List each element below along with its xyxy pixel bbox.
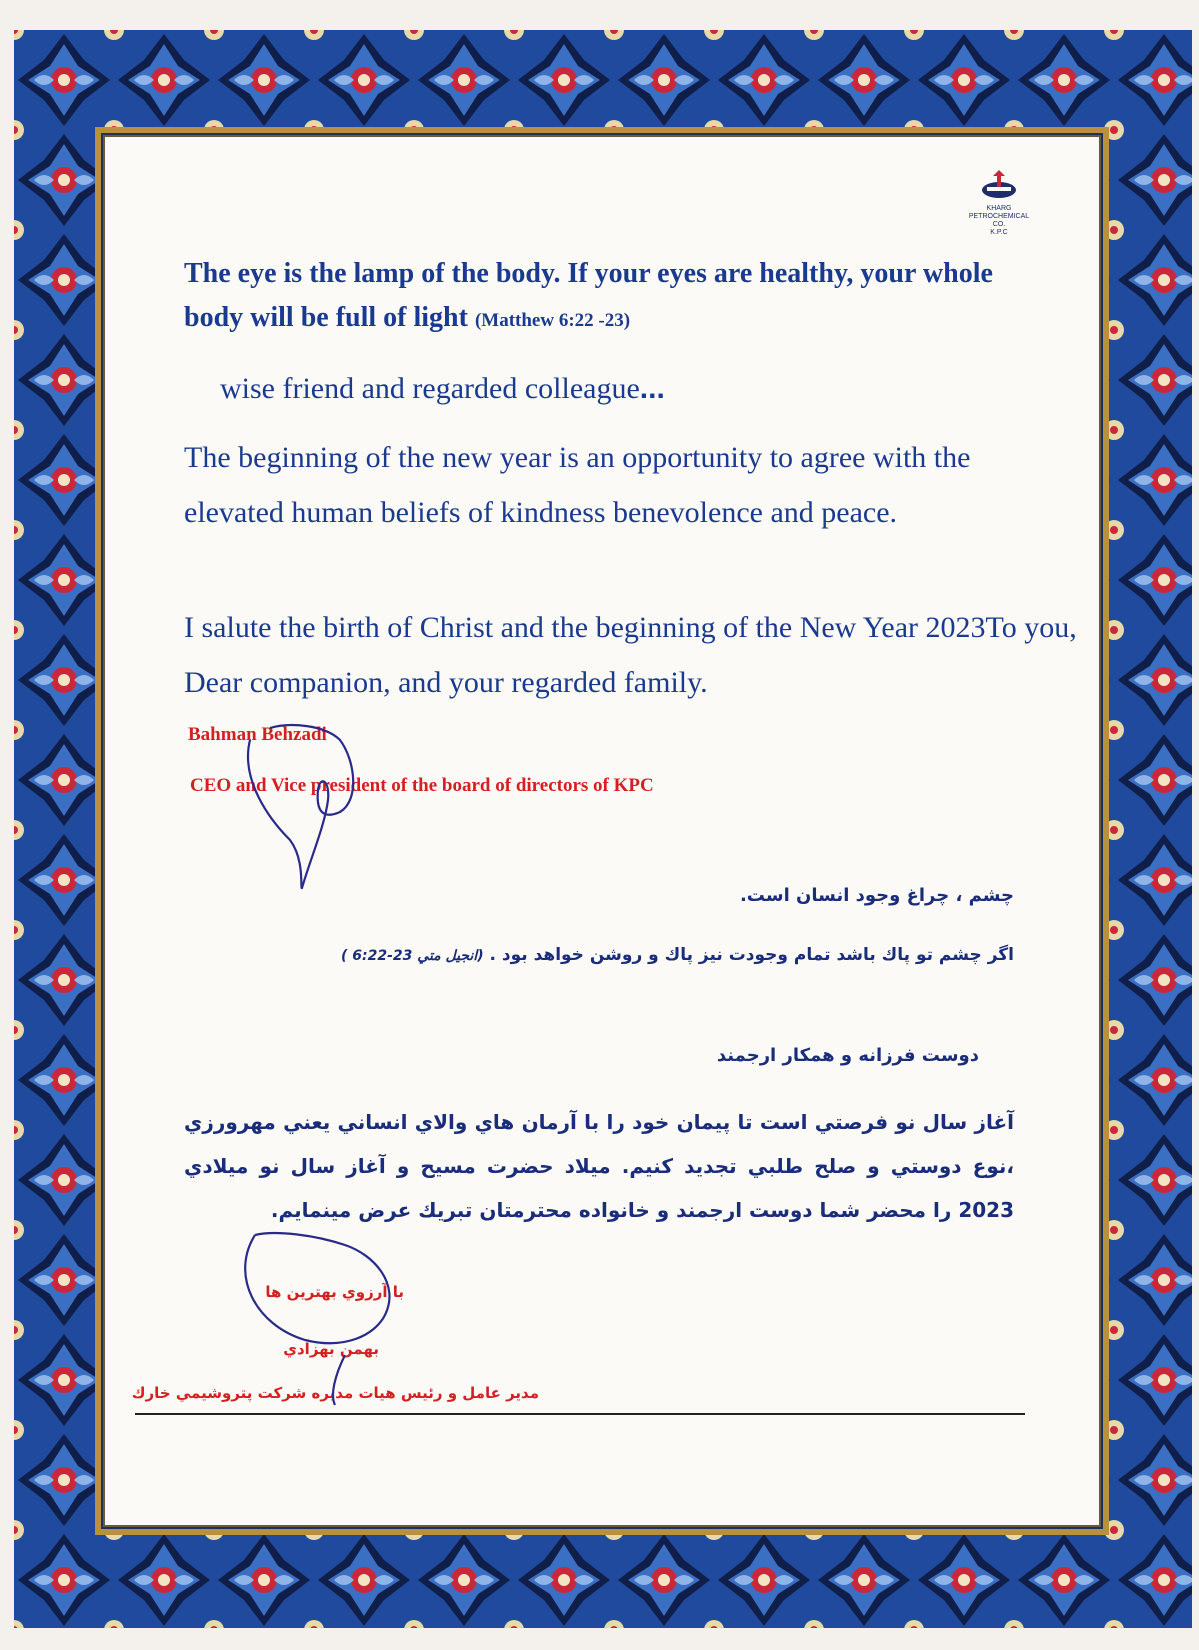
persian-body: آغاز سال نو فرصتي است تا پيمان خود را با آرمان هاي والاي انساني يعني مهرورزي ،نوع دوستي و صلح طلبي تجديد كنيم. ميلاد حضرت مسيح و آغاز سال نو ميلادي 2023 را محضر شما دوست ارجمند و خانواده محترمتان تبريك عرض مينمايم. xyxy=(184,1110,1014,1222)
persian-wish: با آرزوي بهترين ها xyxy=(265,1283,404,1301)
paragraph-salute: I salute the birth of Christ and the beginning of the New Year 2023To you, Dear companion, and your regarded family. xyxy=(184,611,1077,699)
bible-verse xyxy=(184,252,1044,343)
persian-verse-line2-text: اگر چشم تو پاك باشد تمام وجودت نيز پاك و روشن خواهد بود . xyxy=(489,945,1014,965)
persian-title: مدير عامل و رئيس هيات مديره شركت پتروشيمي خارك xyxy=(131,1384,539,1402)
persian-verse-line2 xyxy=(341,945,1014,965)
logo-caption-kpc: K.P.C xyxy=(990,229,1008,236)
letter-page xyxy=(103,135,1101,1527)
verse-text: The eye is the lamp of the body. If your eyes are healthy, your whole body will be full of light xyxy=(184,258,993,333)
greeting-text: wise friend and regarded colleague xyxy=(220,372,640,405)
verse-reference: (Matthew 6:22 -23) xyxy=(474,310,631,331)
persian-greeting: دوست فرزانه و همكار ارجمند xyxy=(716,1045,979,1066)
persian-verse-line1: چشم ، چراغ وجود انسان است. xyxy=(739,885,1014,906)
greeting xyxy=(220,372,665,406)
signatory-name: Bahman Behzadi xyxy=(188,724,327,745)
signatory-title: CEO and Vice president of the board of directors of KPC xyxy=(190,775,654,796)
persian-name: بهمن بهزادي xyxy=(283,1340,379,1358)
logo-caption-company: KHARG PETROCHEMICAL CO. xyxy=(968,205,1030,228)
persian-verse-reference: (انجيل متي 23-6:22 ) xyxy=(341,948,484,964)
kpc-logo-icon xyxy=(979,170,1019,200)
bottom-rule xyxy=(135,1413,1025,1415)
greeting-ellipsis: ... xyxy=(639,372,665,405)
kpc-logo xyxy=(968,170,1030,236)
paragraph-new-year: The beginning of the new year is an opportunity to agree with the elevated human beliefs of kindness benevolence and peace. xyxy=(184,441,971,529)
